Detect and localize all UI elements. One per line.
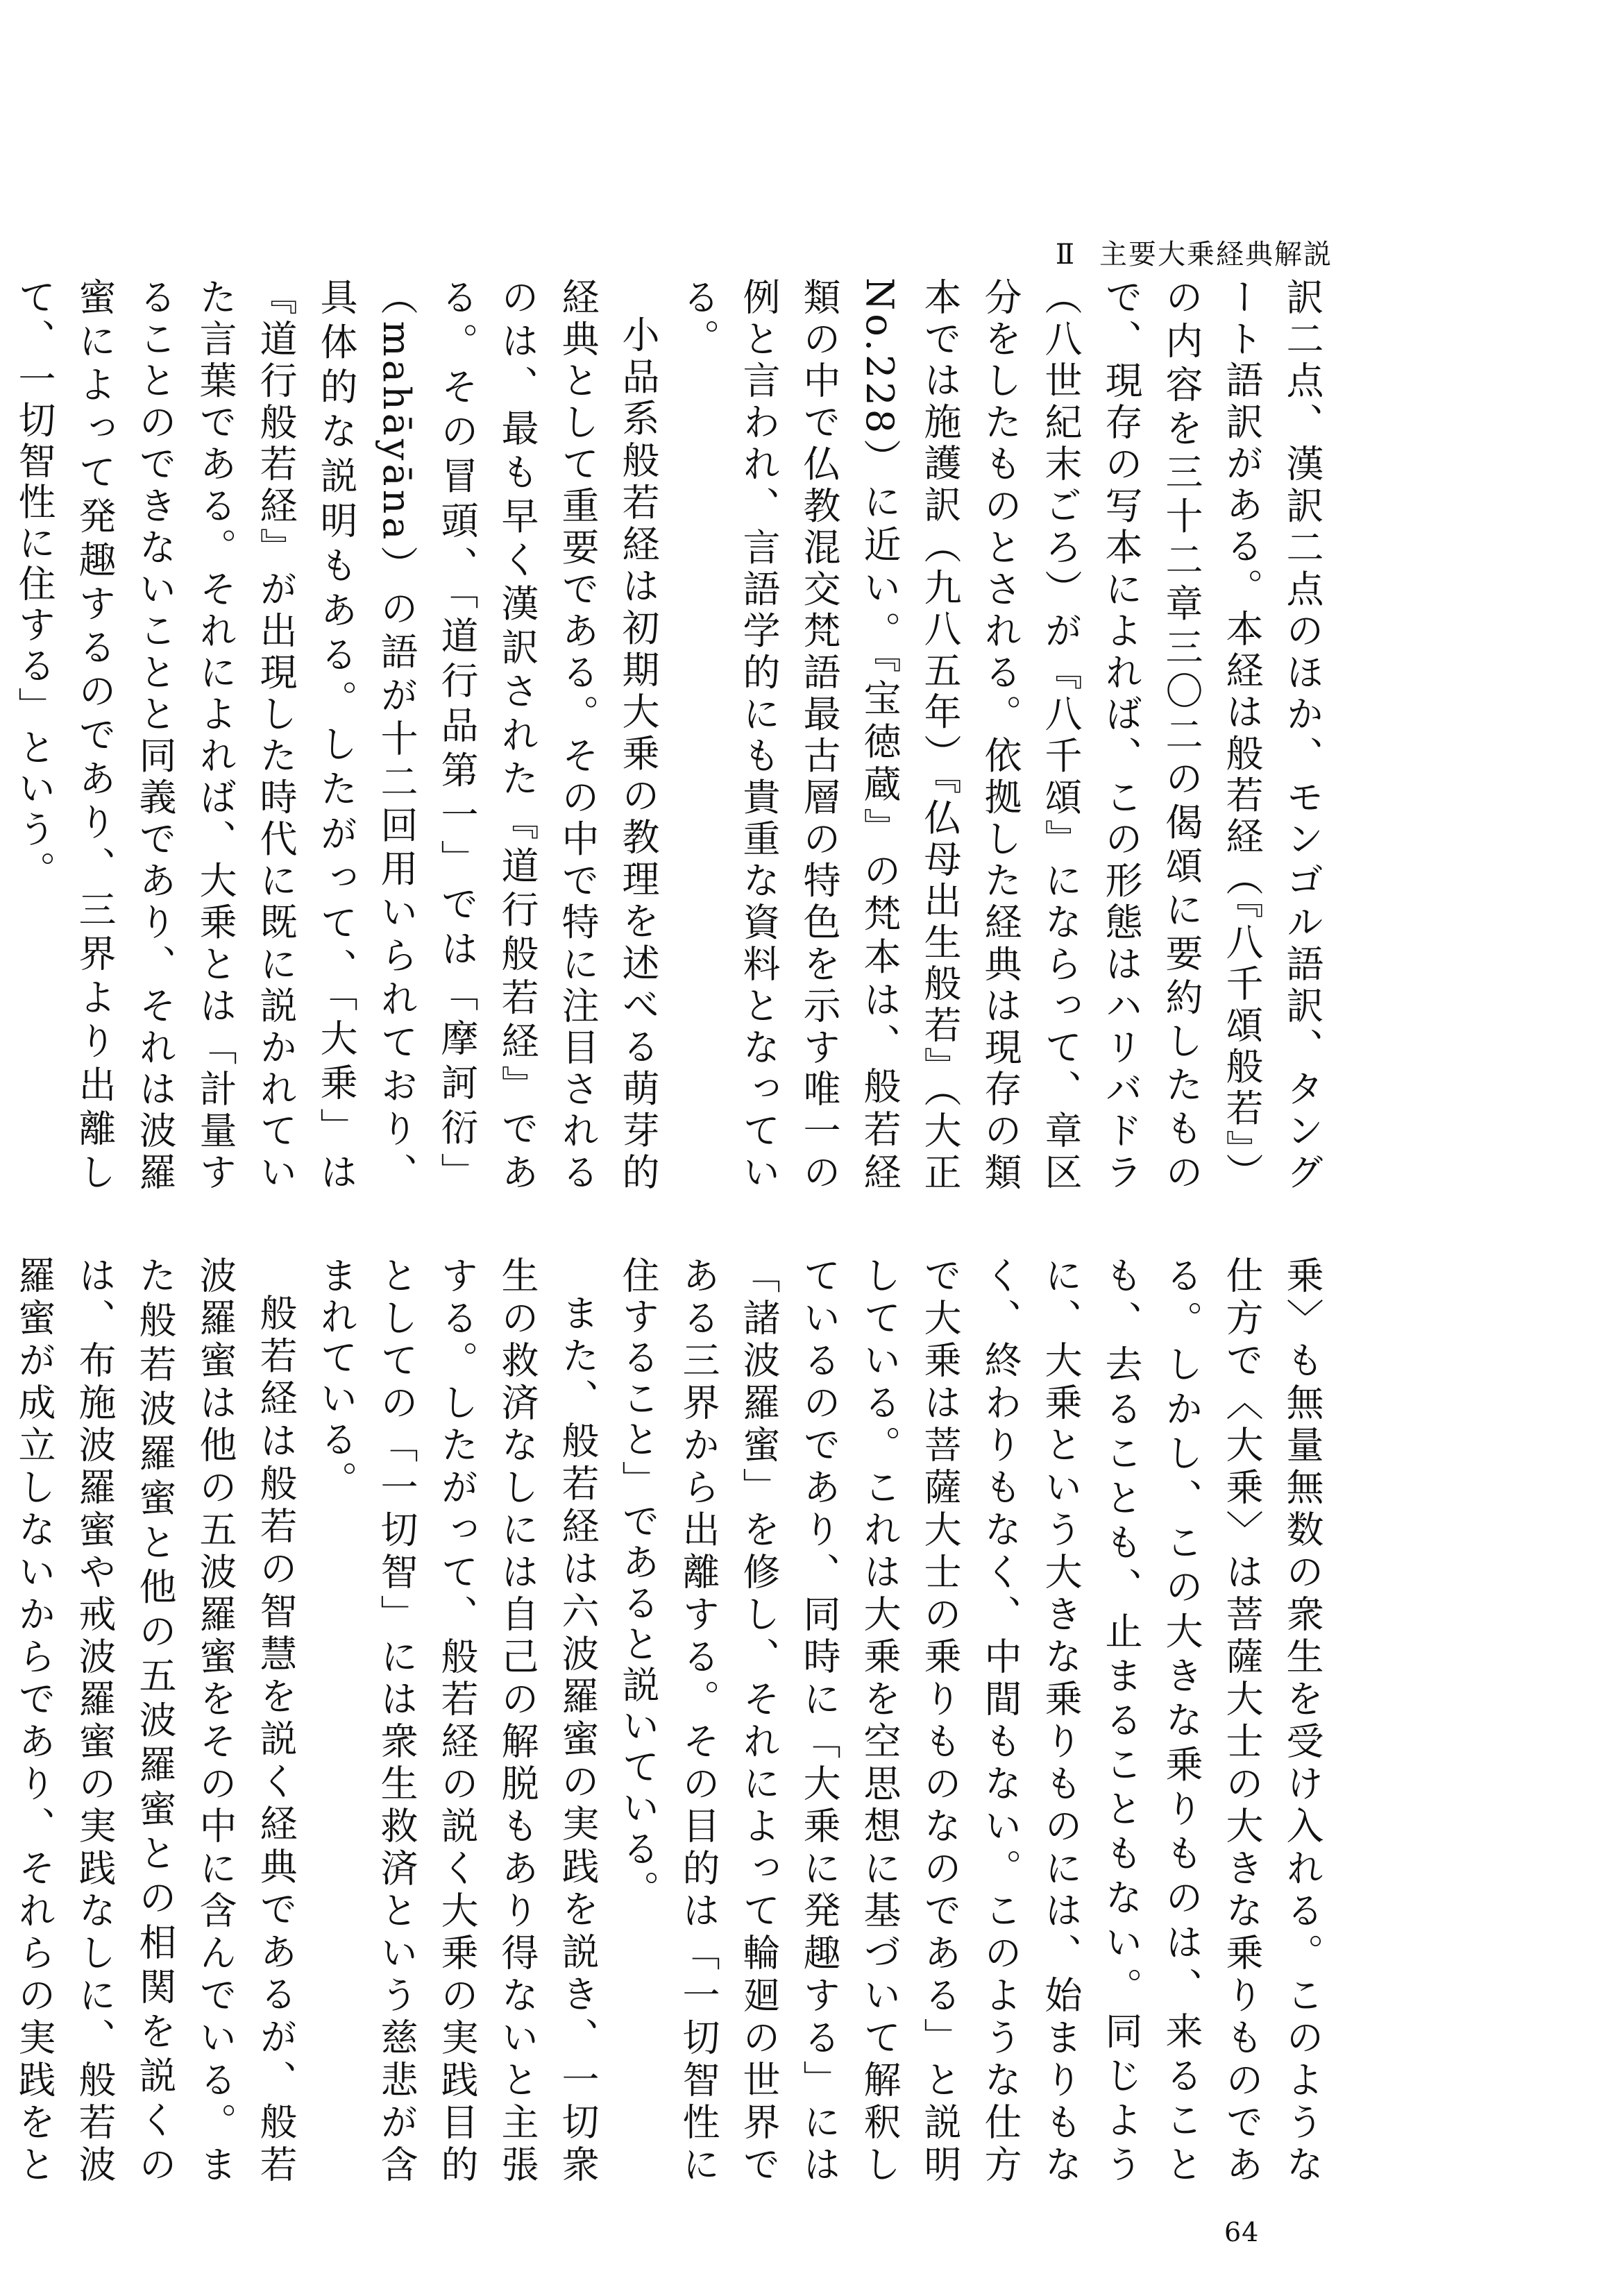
- upper-paragraph-1: 訳二点、漢訳二点のほか、モンゴル語訳、タングート語訳がある。本経は般若経（『八千頌般若』）の内容を三十二章三〇二の偈頌に要約したもので、現存の写本によれば、この形態はハリバドラ（八世紀末ごろ）が『八千頌』にならって、章区分をしたものとされる。依拠した経典は現存の類本では施護訳（九八五年）『仏母出生般若』（大正No.228）に近い。『宝徳蔵』の梵本は、般若経類の中で仏教混交梵語最古層の特色を示す唯一の例と言われ、言語学的にも貴重な資料となっている。: [677, 278, 1324, 1193]
- upper-paragraph-2: 小品系般若経は初期大乗の教理を述べる萌芽的経典として重要である。その中で特に注目されるのは、最も早く漢訳された『道行般若経』である。その冒頭、「道行品第一」では「摩訶衍」（mahāyāna）の語が十二回用いられており、具体的な説明もある。したがって、「大乗」は『道行般若経』が出現した時代に既に説かれていた言葉である。それによれば、大乗とは「計量することのできないことと同義であり、それは波羅蜜によって発趣するのであり、三界より出離して、一切智性に住する」という。: [12, 278, 660, 1193]
- lower-paragraph-2: また、般若経は六波羅蜜の実践を説き、一切衆生の救済なしには自己の解脱もあり得ないと主張する。したがって、般若経の説く大乗の実践目的としての「一切智」には衆生救済という慈悲が含まれている。: [314, 1256, 600, 2186]
- lower-text-block: [12, 1256, 1333, 2186]
- running-head: [1056, 232, 1333, 272]
- running-head-title: 主要大乗経典解説: [1099, 239, 1333, 271]
- lower-paragraph-1: 乗〉も無量無数の衆生を受け入れる。このような仕方で〈大乗〉は菩薩大士の大きな乗りものである。しかし、この大きな乗りものは、来ることも、去ることも、止まることもない。同じように、大乗という大きな乗りものには、始まりもなく、終わりもなく、中間もない。このような仕方で大乗は菩薩大士の乗りものなのである」と説明している。これは大乗を空思想に基づいて解釈しているのであり、同時に「大乗に発趣する」には「諸波羅蜜」を修し、それによって輪廻の世界である三界から出離する。その目的は「一切智性に住すること」であると説いている。: [616, 1256, 1324, 2186]
- chapter-number: Ⅱ: [1055, 239, 1076, 271]
- upper-paragraph-3: [0, 278, 4, 1193]
- page-number: 64: [1224, 2217, 1260, 2247]
- lower-paragraph-3: 般若経は般若の智慧を説く経典であるが、般若波羅蜜は他の五波羅蜜をその中に含んでいる。また般若波羅蜜と他の五波羅蜜との相関を説くのは、布施波羅蜜や戒波羅蜜の実践なしに、般若波羅蜜が成立しないからであり、それらの実践をと: [12, 1256, 298, 2186]
- upper-text-block: [12, 278, 1333, 1193]
